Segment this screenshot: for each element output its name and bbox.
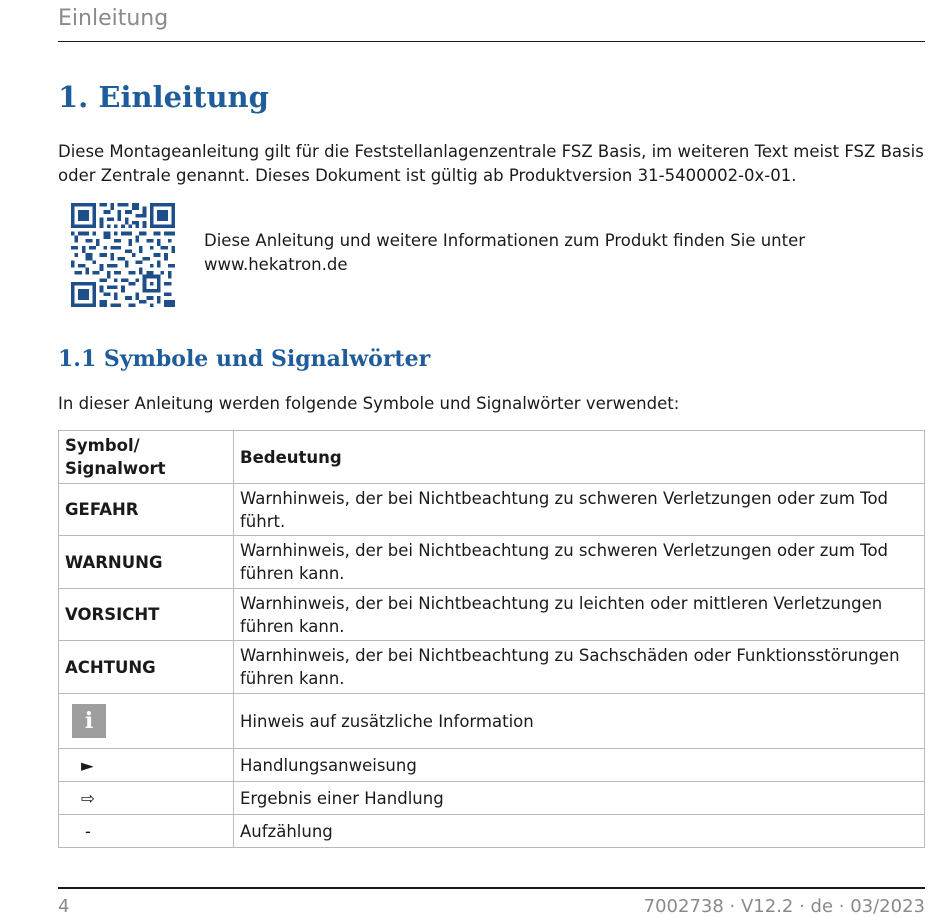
action-symbol-cell [59,749,234,782]
section-lead: In dieser Anleitung werden folgende Symbole und Signalwörter verwendet: [58,394,680,413]
meaning-cell: Hinweis auf zusätzliche Information [234,694,925,749]
header-symbol-line-1: Symbol/ [65,436,140,455]
table-row [59,749,925,782]
hollow-arrow-right-icon: ⇨ [81,788,95,808]
section-title: 1.1 Symbole und Signalwörter [58,346,431,372]
meaning-cell [234,589,925,641]
signal-word-vorsicht: VORSICHT [59,589,234,641]
intro-line-1: Diese Montageanleitung gilt für die Feststellanlagenzentrale FSZ Basis, im weiteren Text meist FSZ Basis [58,142,924,161]
table-row [59,694,925,749]
list-symbol-cell [59,815,234,848]
info-symbol-cell [59,694,234,749]
document-id: 7002738 · V12.2 · de · 03/2023 [643,896,925,917]
qr-info-text [204,229,805,277]
meaning-line-2: führt. [240,511,286,531]
qr-code-icon [71,203,175,307]
signal-word-gefahr: GEFAHR [59,484,234,536]
signal-word-achtung: ACHTUNG [59,641,234,694]
meaning-line-2: führen kann. [240,669,345,688]
qr-text-line-1: Diese Anleitung und weitere Informationen zum Produkt finden Sie unter [204,231,806,250]
meaning-cell: Aufzählung [234,815,925,848]
meaning-line-2: führen kann. [240,616,345,636]
intro-line-2: oder Zentrale genannt. Dieses Dokument ist gültig ab Produktversion 31-5400002-0x-01. [58,166,797,185]
meaning-cell [234,484,925,536]
meaning-line-1: Warnhinweis, der bei Nichtbeachtung zu schweren Verletzungen oder zum Tod [240,488,889,508]
table-row [59,484,925,536]
play-arrow-icon: ► [81,755,94,775]
table-header-row [59,431,925,484]
symbols-table [58,430,925,848]
table-row [59,815,925,848]
page-number: 4 [58,896,70,917]
table-row [59,536,925,589]
table-row [59,641,925,694]
meaning-line-1: Warnhinweis, der bei Nichtbeachtung zu schweren Verletzungen oder zum Tod [240,541,889,560]
chapter-title: 1. Einleitung [58,80,269,114]
table-row [59,589,925,641]
header-symbol [59,431,234,484]
running-header: Einleitung [58,6,169,31]
meaning-line-1: Warnhinweis, der bei Nichtbeachtung zu Sachschäden oder Funktionsstörungen [240,646,900,665]
meaning-cell [234,641,925,694]
header-symbol-line-2: Signalwort [65,459,166,478]
header-rule [58,41,925,42]
info-icon: i [72,704,106,738]
meaning-cell [234,536,925,589]
table-row [59,782,925,815]
meaning-cell: Handlungsanweisung [234,749,925,782]
footer-rule [58,887,925,889]
meaning-line-1: Warnhinweis, der bei Nichtbeachtung zu leichten oder mittleren Verletzungen [240,593,883,613]
meaning-cell: Ergebnis einer Handlung [234,782,925,815]
result-symbol-cell [59,782,234,815]
signal-word-warnung: WARNUNG [59,536,234,589]
intro-paragraph [58,140,928,188]
meaning-line-2: führen kann. [240,564,345,583]
website-link[interactable]: www.hekatron.de [204,255,348,274]
header-meaning: Bedeutung [234,431,925,484]
dash-icon: - [85,821,91,841]
